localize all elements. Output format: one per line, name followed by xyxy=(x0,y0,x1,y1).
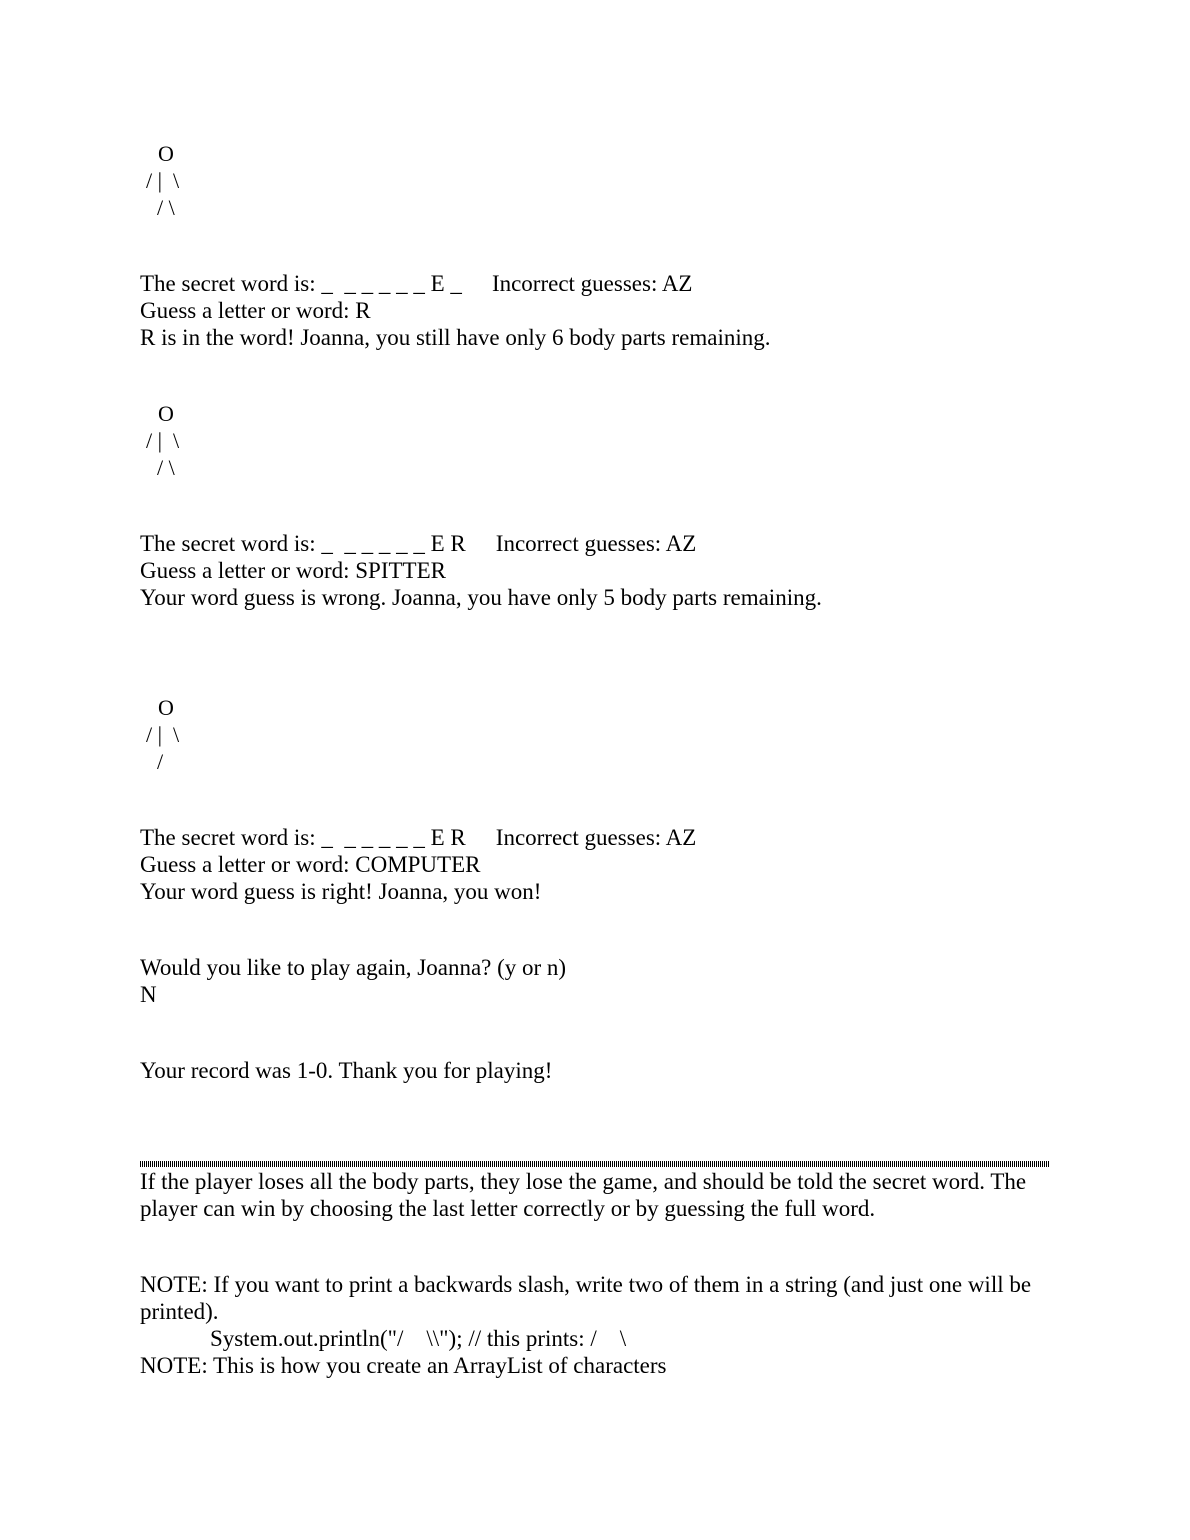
hangman-figure-head: O xyxy=(158,695,174,720)
hangman-figure-legs: / \ xyxy=(157,195,175,220)
record-summary: Your record was 1-0. Thank you for playing! xyxy=(140,1058,553,1083)
secret-word: The secret word is: _ _ _ _ _ _ E _ xyxy=(140,271,462,296)
guess-prompt: Guess a letter or word: COMPUTER xyxy=(140,852,481,877)
incorrect-guesses: Incorrect guesses: AZ xyxy=(495,825,697,850)
section-divider xyxy=(140,1161,1050,1167)
guess-result: R is in the word! Joanna, you still have only 6 body parts remaining. xyxy=(140,325,771,350)
instructions-line-2: player can win by choosing the last letter correctly or by guessing the full word. xyxy=(140,1196,876,1221)
guess-prompt: Guess a letter or word: R xyxy=(140,298,371,323)
hangman-figure-legs: / xyxy=(157,749,164,774)
instructions-line-1: If the player loses all the body parts, they lose the game, and should be told the secret word. The xyxy=(140,1169,1027,1194)
hangman-figure-body: / | \ xyxy=(146,722,180,747)
secret-word-line xyxy=(140,824,696,851)
hangman-figure-head: O xyxy=(158,141,174,166)
guess-prompt: Guess a letter or word: SPITTER xyxy=(140,558,446,583)
secret-word: The secret word is: _ _ _ _ _ _ E R xyxy=(140,531,466,556)
secret-word-line xyxy=(140,530,696,557)
guess-result: Your word guess is right! Joanna, you won! xyxy=(140,879,542,904)
note-arraylist: NOTE: This is how you create an ArrayList of characters xyxy=(140,1353,667,1378)
play-again-prompt: Would you like to play again, Joanna? (y or n) xyxy=(140,955,567,980)
hangman-figure-head: O xyxy=(158,401,174,426)
incorrect-guesses: Incorrect guesses: AZ xyxy=(491,271,693,296)
note-backslash-line-2: printed). xyxy=(140,1299,219,1324)
hangman-figure-legs: / \ xyxy=(157,455,175,480)
code-example: System.out.println("/ \\"); // this prints: / \ xyxy=(210,1326,627,1351)
guess-result: Your word guess is wrong. Joanna, you have only 5 body parts remaining. xyxy=(140,585,822,610)
incorrect-guesses: Incorrect guesses: AZ xyxy=(495,531,697,556)
note-backslash-line-1: NOTE: If you want to print a backwards slash, write two of them in a string (and just one will be xyxy=(140,1272,1032,1297)
secret-word-line xyxy=(140,270,692,297)
hangman-figure-body: / | \ xyxy=(146,428,180,453)
play-again-answer: N xyxy=(140,982,157,1007)
secret-word: The secret word is: _ _ _ _ _ _ E R xyxy=(140,825,466,850)
hangman-figure-body: / | \ xyxy=(146,168,180,193)
